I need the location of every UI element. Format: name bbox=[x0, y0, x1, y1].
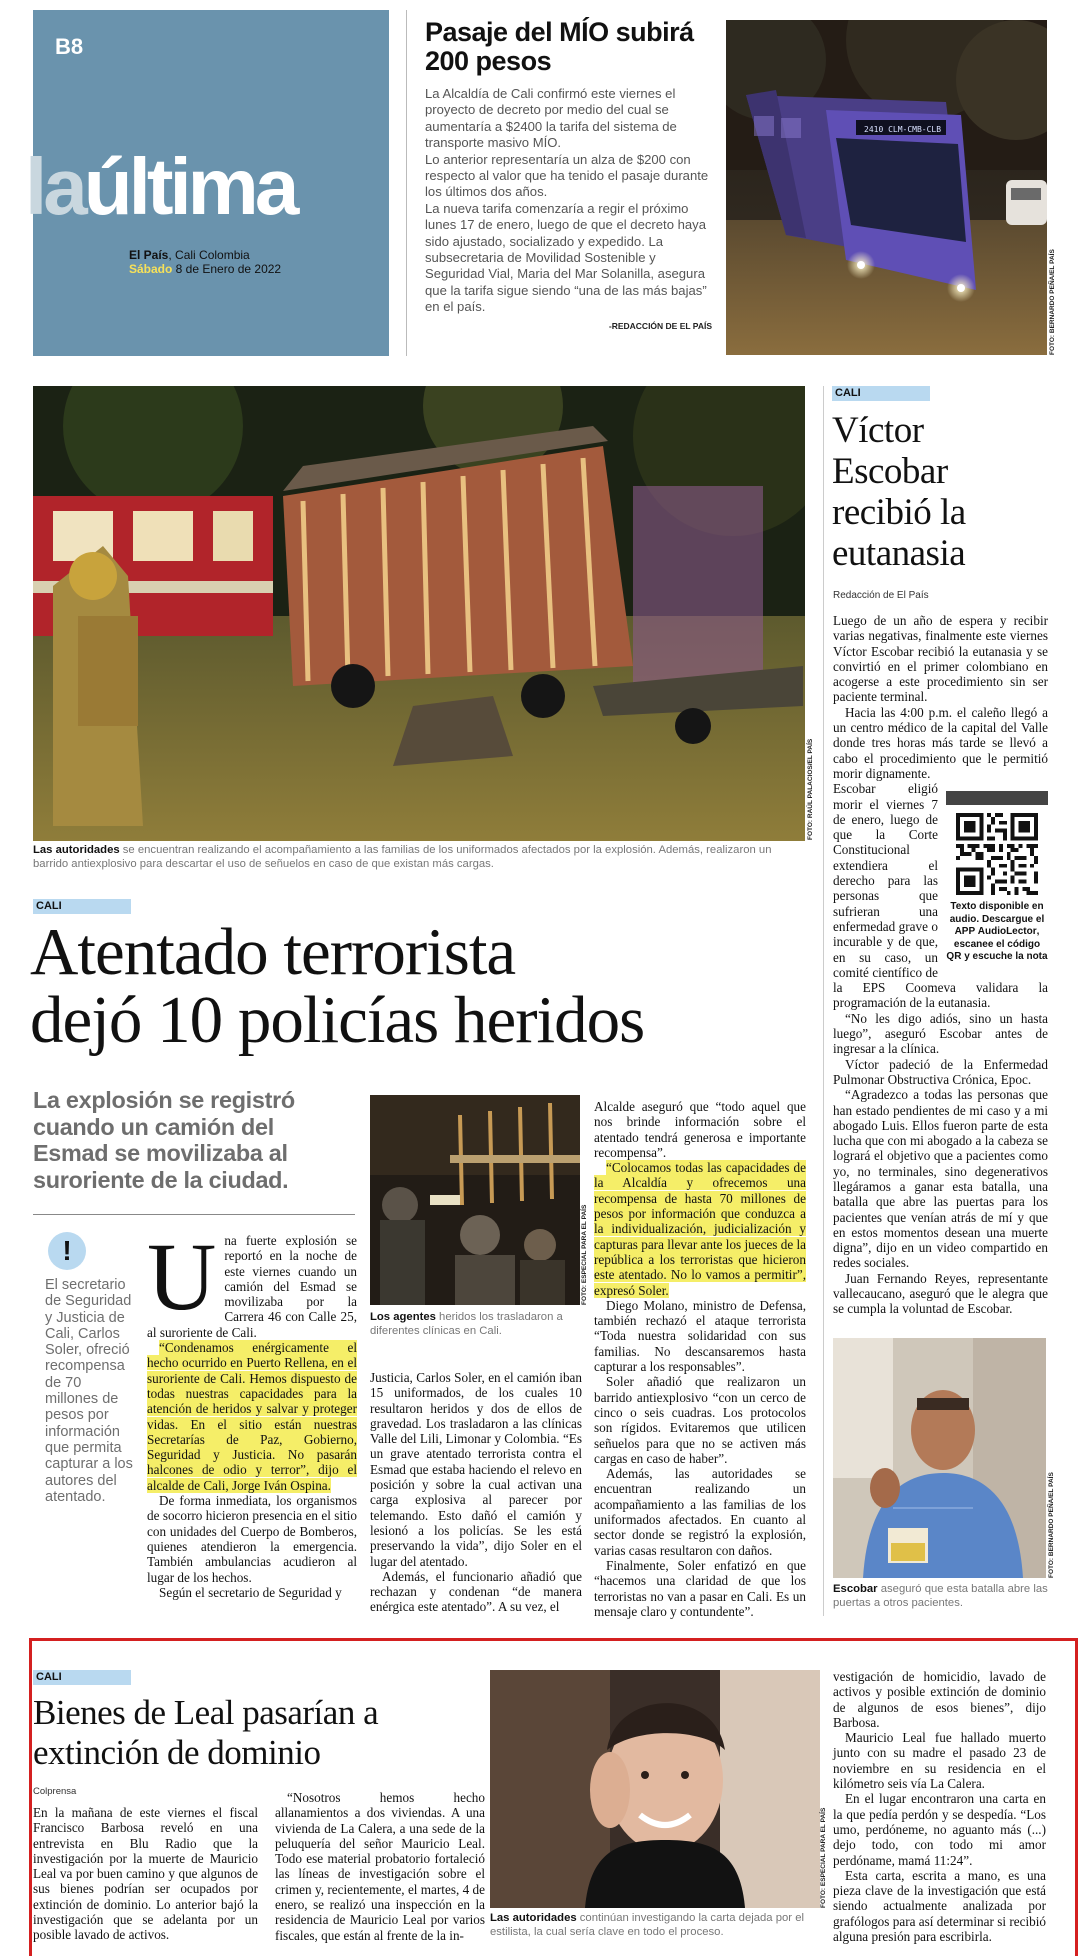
paragraph: Justicia, Carlos Soler, en el camión iban 15 uniformados, de los cuales 10 resultaron heridos y dos de ellos de gravedad. Los trasladaron a las clínicas Valle del Lili, Limonar y Colombia. “Es un grave atentado terrorista contra el Esmad que estaba haciendo el relevo en posición y sobre la cual activan una carga explosiva al parecer por telemando. Esto dañó el camión y lesionó a los policías. Se les está preservando la vida”, dijo Soler en el lugar del atentado. bbox=[370, 1370, 582, 1569]
attack-deck: La explosión se registró cuando un camión del Esmad se movilizaba al suroriente de la ciudad. bbox=[33, 1087, 295, 1193]
mio-paragraph: La Alcaldía de Cali confirmó este viernes el proyecto de decreto por medio del cual se aumentaría a $2400 la tarifa del sistema de transporte masivo MÍO. bbox=[425, 86, 677, 151]
paragraph: Juan Fernando Reyes, representante vallecaucano, aseguró que le alegra que se cumpla la voluntad de Escobar. bbox=[833, 1270, 1048, 1317]
leal-section-tag: CALI bbox=[33, 1670, 131, 1685]
paragraph: Diego Molano, ministro de Defensa, también rechazó el ataque terrorista “Toda nuestra solidaridad con sus familias. No descansaremos hasta capturar a los responsables”. bbox=[594, 1297, 806, 1375]
masthead bbox=[25, 10, 389, 356]
officers-illustration bbox=[370, 1095, 580, 1305]
headline-line-2: dejó 10 policías heridos bbox=[30, 983, 645, 1057]
attack-section-tag: CALI bbox=[33, 899, 131, 914]
svg-text:2410 CLM-CMB-CLB: 2410 CLM-CMB-CLB bbox=[864, 125, 942, 134]
paragraph: Escobar eligió morir el viernes 7 de enero, luego de que la Corte Constitucional extendiera el derecho para las personas que sufrieran una enfermedad grave o incurable y de que, en su caso, un comité científico de la EPS Coomeva validara la programación de la eutanasia. bbox=[833, 781, 1048, 1011]
victor-photo-credit: FOTO: BERNARDO PEÑA/EL PAÍS bbox=[1048, 1472, 1055, 1578]
attack-officers-photo bbox=[370, 1095, 580, 1305]
alert-icon bbox=[48, 1232, 86, 1270]
mio-photo-credit: FOTO: BERNARDO PEÑA/EL PAÍS bbox=[1049, 249, 1056, 355]
victor-photo-caption bbox=[833, 1582, 1048, 1610]
headline-line-1: Atentado terrorista bbox=[30, 915, 516, 989]
logo-ultima: última bbox=[83, 142, 296, 231]
mio-byline: -REDACCIÓN DE EL PAÍS bbox=[608, 320, 712, 331]
paragraph: En la mañana de este viernes el fiscal Francisco Barbosa reveló en una entrevista en Blu Radio que la investigación por la muerte de Mauricio Leal va por buen camino y que algunos de sus bienes podrían ser ocupados por extinción de dominio. Lo anterior bajó la investigación que se adelanta por un posible lavado de activos. bbox=[33, 1805, 258, 1943]
leal-column-3 bbox=[833, 1669, 1046, 1944]
caption-text: heridos los trasladaron a diferentes clínicas en Cali. bbox=[370, 1311, 563, 1337]
attack-photo2-credit: FOTO: ESPECIAL PARA EL PAÍS bbox=[581, 1204, 588, 1305]
paragraph: Esta carta, escrita a mano, es una pieza clave de la investigación que está siendo actualmente analizada por grafólogos para así determinar si recibió alguna presión para escribirla. bbox=[833, 1867, 1046, 1945]
leal-column-1 bbox=[33, 1805, 258, 1943]
victor-byline: Redacción de El País bbox=[833, 590, 929, 601]
publisher-name: El País bbox=[129, 248, 169, 262]
attack-column-2 bbox=[370, 1370, 582, 1615]
qr-box bbox=[946, 791, 1048, 964]
paragraph: Hacia las 4:00 p.m. el caleño llegó a un centro médico de la capital del Valle donde tres horas más tarde se llevó a cabo el procedimiento que le permitió morir dignamente. bbox=[833, 704, 1048, 781]
attack-photo-caption bbox=[33, 843, 803, 871]
attack-column-3 bbox=[594, 1099, 806, 1619]
leal-column-2 bbox=[275, 1790, 485, 1943]
qr-bar bbox=[946, 791, 1048, 805]
attack-headline bbox=[30, 915, 810, 1057]
date: 8 de Enero de 2022 bbox=[172, 262, 282, 276]
soler-quote bbox=[594, 1160, 806, 1298]
paragraph: Alcalde aseguró que “todo aquel que nos brinde información sobre el atentado tendrá generosa e importante recompensa”. bbox=[594, 1099, 806, 1160]
qr-code[interactable] bbox=[956, 813, 1038, 895]
mio-body bbox=[425, 86, 712, 334]
qr-app-name: AudioLector bbox=[977, 926, 1037, 938]
caption-text: se encuentran realizando el acompañamiento a las familias de los uniformados afectados por la explosión. Además, realizaron un barrido antiexplosivo para descartar el uso de señuelos en caso de que existan más cargas. bbox=[33, 844, 772, 870]
paragraph: Además, las autoridades se encuentran realizando un acompañamiento a las familias de los uniformados afectados. En cuanto al sector donde se registró la explosión, varias casas resultaron con daños. bbox=[594, 1466, 806, 1558]
mio-bus-photo bbox=[726, 20, 1047, 355]
caption-lead: Las autoridades bbox=[33, 844, 120, 856]
qr-instructions bbox=[946, 901, 1048, 964]
attack-lead: na fuerte explosión se reportó en la noche de este viernes cuando un camión del Esmad se movilizaba por la Carrera 46 con Calle 25, al suroriente de Cali. bbox=[147, 1233, 357, 1340]
victor-headline: Víctor Escobar recibió la eutanasia bbox=[832, 410, 966, 574]
caption-lead: Los agentes bbox=[370, 1311, 436, 1323]
mayor-quote bbox=[147, 1340, 357, 1493]
paragraph: Finalmente, Soler enfatizó en que “hacemos una claridad de que los terroristas no van a pasar en Cali. Es un mensaje claro y contundente”. bbox=[594, 1557, 806, 1619]
leal-photo bbox=[490, 1670, 820, 1908]
paragraph: Mauricio Leal fue hallado muerto junto con su madre el pasado 23 de noviembre en su residencia en el kilómetro seis vía La Calera. bbox=[833, 1730, 1046, 1792]
qr-code-icon bbox=[956, 813, 1038, 895]
mio-headline: Pasaje del MÍO subirá 200 pesos bbox=[425, 17, 694, 76]
victor-photo bbox=[833, 1338, 1046, 1578]
paragraph: “No les digo adiós, sino un hasta luego”, aseguró Escobar antes de ingresar a la clínica. bbox=[833, 1010, 1048, 1057]
leal-photo-credit: FOTO: ESPECIAL PARA EL PAÍS bbox=[820, 1807, 827, 1908]
logo-la: la bbox=[25, 142, 84, 231]
leal-photo-caption bbox=[490, 1911, 820, 1939]
column-rule bbox=[406, 10, 407, 356]
leal-headline: Bienes de Leal pasarían a extinción de dominio bbox=[33, 1693, 379, 1772]
caption-text: aseguró que esta batalla abre las puertas a otros pacientes. bbox=[833, 1583, 1048, 1609]
paragraph: Según el secretario de Seguridad y bbox=[159, 1584, 342, 1600]
mio-paragraph: La nueva tarifa comenzaría a regir el próximo lunes 17 de enero, luego de que el decreto haya sido ajustado, socializado y expedido. La subsecretaria de Movilidad Sostenible y Seguridad Vial, Maria del Mar Solanilla, asegura que la tarifa sigue siendo “una de las más bajas” en el país. bbox=[425, 200, 707, 315]
mio-paragraph: Lo anterior representaría un alza de $200 con respecto al valor que ha tenido el pasaje durante los últimos dos años. bbox=[425, 151, 709, 200]
paragraph: En el lugar encontraron una carta en la que pedía perdón y se despedía. “Los umo, perdóneme, no aguanto más (...) dejo todo, con todo mi amor perdóname, mamá 11:24”. bbox=[833, 1791, 1046, 1868]
attack-photo-credit: FOTO: RAÚL PALACIOS/EL PAÍS bbox=[807, 738, 814, 840]
drop-cap: U bbox=[147, 1223, 217, 1330]
column-rule bbox=[823, 386, 824, 1616]
caption-lead: Las autoridades bbox=[490, 1912, 577, 1924]
attack-photo2-caption bbox=[370, 1310, 580, 1338]
deck-rule bbox=[33, 1214, 355, 1215]
page-number: B8 bbox=[55, 34, 84, 59]
soler-quote-highlight: “Colocamos todas las capacidades de la Alcaldía y ofrecemos una recompensa de hasta 70 millones de pesos por información que conduzca a la individualización, judicialización y capturas para llevar ante los jueces de la república a los terroristas que hicieron este atentado. No lo vamos a permitir”, expresó Soler. bbox=[594, 1160, 806, 1298]
paragraph: “Agradezco a todas las personas que han estado pendientes de mi caso y a mi abogado Luis. Ellos fueron parte de esta lucha que con mi abogado a la cabeza se logrará el objetivo que a pacientes como yo, no terminales, sino degenerativos llegáramos a ganar esta batalla, una batalla que abre las puertas para los pacientes que venían atrás de mí y que en estos momentos desean una muerte digna”, dijo en un video compartido en redes sociales. bbox=[833, 1087, 1048, 1271]
victor-illustration bbox=[833, 1338, 1046, 1578]
attack-truck-photo bbox=[33, 386, 805, 841]
victor-section-tag: CALI bbox=[832, 386, 930, 401]
paragraph: Además, el funcionario añadió que rechazan y condenan “de manera enérgica este atentado”. A su vez, el bbox=[370, 1568, 582, 1615]
qr-text: Texto disponible en audio. Descargue el APP bbox=[949, 901, 1045, 938]
caption-lead: Escobar bbox=[833, 1583, 878, 1595]
caption-text: continúan investigando la carta dejada por el estilista, la cual sería clave en todo el proceso. bbox=[490, 1912, 804, 1938]
leal-illustration bbox=[490, 1670, 820, 1908]
mayor-quote-highlight: “Condenamos enérgicamente el hecho ocurrido en Puerto Rellena, en el suroriente de Cali. Hemos dispuesto de todas nuestras capacidades para la atención de heridos y salvar y proteger vidas. En el sitio están nuestras Secretarías de Paz, Gobierno, Seguridad y Justicia. No pasarán halcones de odio y terror”, dijo el alcalde de Cali, Jorge Iván Ospina. bbox=[147, 1340, 357, 1493]
truck-illustration bbox=[33, 386, 805, 841]
attack-sidebar-text: El secretario de Seguridad y Justicia de Cali, Carlos Soler, ofreció recompensa de 70 millones de pesos por información que permita capturar a los autores del atentado. bbox=[45, 1277, 133, 1505]
attack-column-1 bbox=[147, 1223, 357, 1600]
paragraph: Víctor padeció de la Enfermedad Pulmonar Obstructiva Crónica, Epoc. bbox=[833, 1056, 1048, 1087]
victor-body bbox=[833, 613, 1048, 1317]
masthead-dateline bbox=[129, 248, 281, 276]
paragraph: Luego de un año de espera y recibir varias negativas, finalmente este viernes Víctor Escobar recibió la eutanasia y se convirtió en el primer colombiano en acogerse a este procedimiento sin ser paciente terminal. bbox=[833, 613, 1048, 705]
paragraph: “Nosotros hemos hecho allanamientos a dos viviendas. A una vivienda de La Calera, a una sede de la peluquería del señor Mauricio Leal. Todo ese material probatorio fortaleció las líneas de investigación sobre el crimen y, recientemente, el martes, 4 de enero, se realizó una inspección en la residencia de Mauricio Leal por varios fiscales, que están al frente de la in- bbox=[275, 1790, 485, 1943]
alert-icon-glyph: ! bbox=[62, 1235, 72, 1266]
paragraph: Soler añadió que realizaron un barrido antiexplosivo “con un cerco de cinco o seis cuadras. Los protocolos son rígidos. Evitaremos que utilicen señuelos para que no se activen más cargas en caso de haber”. bbox=[594, 1374, 806, 1466]
weekday: Sábado bbox=[129, 262, 173, 276]
section-logo bbox=[25, 142, 395, 232]
qr-text: , escanee el código QR y escuche la nota bbox=[946, 926, 1048, 963]
paragraph: De forma inmediata, los organismos de socorro hicieron presencia en el sitio con unidades del Cuerpo de Bomberos, quienes atendieron la emergencia. También ambulancias acudieron al lugar de los hechos. bbox=[147, 1493, 357, 1585]
bus-illustration bbox=[726, 20, 1047, 355]
leal-byline: Colprensa bbox=[33, 1786, 77, 1797]
paragraph: vestigación de homicidio, lavado de activos y posible extinción de dominio de algunos de esos bienes”, dijo Barbosa. bbox=[833, 1669, 1046, 1730]
city-name: , Cali Colombia bbox=[168, 248, 250, 262]
